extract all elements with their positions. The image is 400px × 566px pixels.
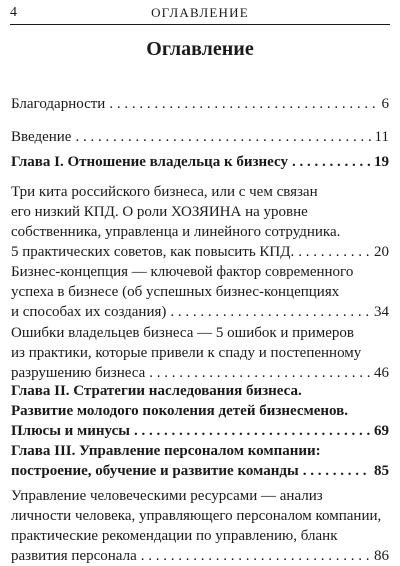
toc-entry-text: Глава III. Управление персоналом компании:: [11, 443, 321, 459]
toc-entry-text: Ошибки владельцев бизнеса — 5 ошибок и примеров: [11, 325, 354, 341]
toc-page-number: 34: [374, 304, 389, 320]
dot-leader: [292, 152, 370, 172]
toc-page-number: 46: [374, 365, 389, 381]
toc-chapter-entry: [11, 441, 389, 481]
toc-entry-line: [11, 242, 389, 262]
toc-entry-text: Плюсы и минусы: [11, 423, 130, 439]
toc-entry-text: построение, обучение и развитие команды: [11, 463, 299, 479]
toc-page-number: 86: [374, 548, 389, 564]
toc-entry-line: [11, 401, 389, 421]
toc-entry-text: Управление человеческими ресурсами — анализ: [11, 488, 323, 504]
toc-entry-text: Введение: [11, 129, 72, 145]
toc-page-number: 20: [374, 244, 389, 260]
toc-entry-line: [11, 182, 389, 202]
toc-entry-line: [11, 421, 389, 441]
toc-entry-text: 5 практических советов, как повысить КПД.: [11, 244, 295, 260]
toc-entry-line: [11, 486, 389, 506]
toc-entry: [11, 127, 389, 147]
toc-entry-text: успеха в бизнесе (об успешных бизнес-концепциях: [11, 284, 340, 300]
toc-entry-text: Благодарности: [11, 96, 106, 112]
page-title: Оглавление: [146, 38, 254, 60]
running-head: [10, 5, 390, 23]
toc-entry: [11, 182, 389, 262]
toc-entry-text: практические рекомендации по управлению, бланк: [11, 528, 338, 544]
toc-entry-line: [11, 526, 389, 546]
toc-chapter-entry: [11, 381, 389, 441]
toc-entry-text: Развитие молодого поколения детей бизнесменов.: [11, 403, 349, 419]
toc-entry-line: [11, 202, 389, 222]
toc-page-number: 6: [381, 96, 389, 112]
toc-chapter-entry: [11, 152, 389, 172]
toc-entry-text: из практики, которые привели к спаду и постепенному: [11, 345, 362, 361]
toc-entry-text: собственника, управленца и линейного сотрудника.: [11, 224, 341, 240]
toc-entry-text: разрушению бизнеса: [11, 365, 146, 381]
toc-page-number: 11: [374, 129, 389, 145]
dot-leader: [141, 546, 370, 566]
toc-page-number: 85: [374, 463, 389, 479]
toc-entry-line: [11, 127, 389, 147]
toc-page-number: 19: [374, 154, 389, 170]
toc-entry: [11, 262, 389, 322]
toc-entry-line: [11, 441, 389, 461]
toc-entry-line: [11, 323, 389, 343]
toc-entry-line: [11, 363, 389, 383]
toc-entry: [11, 94, 389, 114]
page-number: 4: [10, 5, 17, 20]
toc-entry-text: Три кита российского бизнеса, или с чем связан: [11, 184, 318, 200]
toc-page-number: 69: [374, 423, 389, 439]
toc-entry-line: [11, 506, 389, 526]
toc-entry-text: развития персонала: [11, 548, 137, 564]
dot-leader: [303, 461, 370, 481]
toc-entry-line: [11, 152, 389, 172]
toc-entry-line: [11, 546, 389, 566]
dot-leader: [75, 127, 370, 147]
toc-entry-line: [11, 222, 389, 242]
toc-entry: [11, 486, 389, 566]
toc-entry-line: [11, 94, 389, 114]
dot-leader: [109, 94, 377, 114]
toc-entry-text: личности человека, управляющего персоналом компании,: [11, 508, 382, 524]
toc-entry-line: [11, 262, 389, 282]
toc-entry-line: [11, 282, 389, 302]
toc-entry-text: Глава II. Стратегии наследования бизнеса.: [11, 383, 302, 399]
header-rule: [10, 24, 390, 25]
dot-leader: [149, 363, 370, 383]
dot-leader: [134, 421, 370, 441]
toc-entry-line: [11, 461, 389, 481]
running-title: ОГЛАВЛЕНИЕ: [151, 5, 249, 20]
toc-entry-text: Бизнес-концепция — ключевой фактор современного: [11, 264, 354, 280]
toc-entry: [11, 323, 389, 383]
dot-leader: [298, 242, 370, 262]
dot-leader: [170, 302, 370, 322]
toc-entry-line: [11, 343, 389, 363]
toc-entry-text: Глава I. Отношение владельца к бизнесу: [11, 154, 288, 170]
toc-entry-line: [11, 302, 389, 322]
toc-entry-line: [11, 381, 389, 401]
toc-entry-text: его низкий КПД. О роли ХОЗЯИНА на уровне: [11, 204, 308, 220]
toc-entry-text: и способах их создания): [11, 304, 167, 320]
